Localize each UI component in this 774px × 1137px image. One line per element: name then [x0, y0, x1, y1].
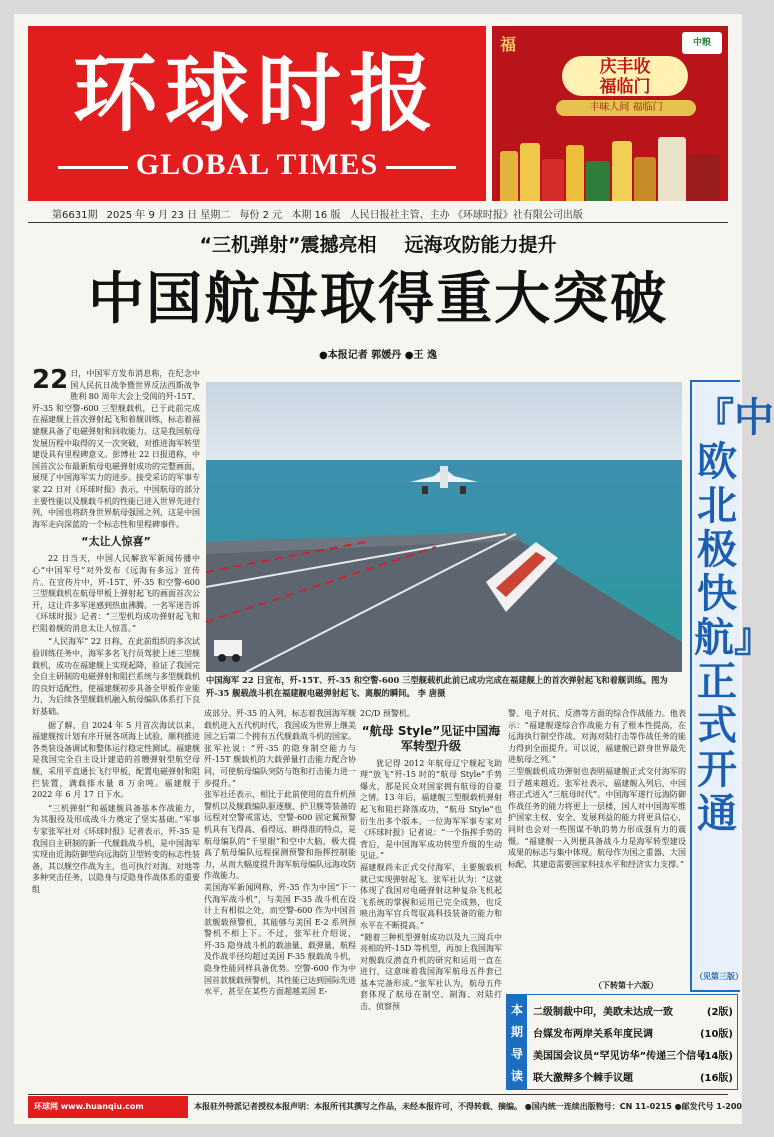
side-banner[interactable] — [690, 380, 774, 992]
masthead-rule-left — [58, 166, 128, 169]
lead-paragraph — [32, 365, 200, 530]
divider — [28, 222, 728, 223]
masthead-title-en-row — [28, 148, 486, 182]
article-column-1 — [32, 365, 200, 1084]
masthead-title-cn: 环球时报 — [72, 44, 441, 143]
ad-product-box — [634, 157, 656, 201]
paragraph: 2C/D 预警机。 — [360, 709, 415, 718]
index-item-title: 台媒发布两岸关系年度民调 — [533, 1029, 653, 1040]
index-tag: 本期导读 — [507, 995, 527, 1089]
ad-subline: 丰味人间 福临门 — [556, 100, 696, 116]
subhead-2: “航母 Style”见证中国海军转型升级 — [361, 723, 501, 753]
masthead-rule-right — [386, 166, 456, 169]
issue-publisher: 人民日报社主管、主办 《环球时报》社有限公司出版 — [349, 210, 583, 221]
ad-product-bag — [586, 161, 610, 201]
article-column-3 — [360, 708, 502, 1094]
ad-slogan-line1: 庆丰收 — [599, 57, 651, 77]
kicker-right: 远海攻防能力提升 — [404, 234, 557, 256]
ad-product-box — [542, 159, 564, 201]
ad-product-bottle — [520, 143, 540, 201]
main-headline[interactable]: 中国航母取得重大突破 — [88, 267, 668, 332]
paragraph: “人民海军” 22 日称，在此前组织的多次试验训练任务中，海军多名飞行员驾驶上述三型舰载机，成功在福建舰上实现起降，验证了我国完全自主研制的电磁弹射和阻拦系统与多型舰载机的良好适配性，使福建舰初步具备全甲板作业能力，为后续各型舰载机融入航母编队体系打下良好基础。 — [32, 637, 200, 717]
paragraph: 犹记得 2012 年航母辽宁舰起飞助理“放飞”歼-15 时的“航母 Style”手势爆火，那是民众对国家拥有航母的自豪之情。13 年后，福建舰三型舰载机弹射起飞和阻拦降落成功，“航母 Style”也衍生出多个版本。一位海军军事专家对《环球时报》记者说：“一个指挥手势的背后，是中国海军成功转型升级的生动见证。” 福建舰尚未正式交付海军，主要舰载机就已实现弹射起飞。张军社认为：“这就体现了我国对电磁弹射这种复杂飞机起飞系统的掌握和运用已完全成熟，也反映出海军官兵驾驭高科技装备的能力和水平在不断提高。” “随着三种机型弹射成功以及九三阅兵中亮相的歼-15D 等机型，再加上我国海军对舰载反潜直升机的研究和运用一直在进行，这意味着我国海军航母五件套已基本完备形成。”张军社认为，航母五件套体现了航母在制空、制海、对陆打击、侦察预 — [360, 758, 502, 1012]
paragraph: 22 日当天，中国人民解放军新闻传播中心“中国军号”对外发布《远海有多远》宣传片。在宣传片中，歼-15T、歼-35 和空警-600 三型舰载机在航母甲板上弹射起飞的画面首次公开，这让许多军迷感到热血沸腾。一名军迷告诉《环球时报》记者：“三型机均成功弹射起飞和拦阻着舰的消息太让人惊喜。” — [32, 554, 200, 633]
article-column-2 — [204, 708, 356, 1094]
issue-info-line — [52, 206, 742, 221]
ad-product-bag — [658, 137, 686, 201]
article-column-4 — [508, 708, 686, 982]
ad-product-bottle — [612, 141, 632, 201]
lead-text: 日，中国军方发布消息称，在纪念中国人民抗日战争暨世界反法西斯战争胜利 80 周年大会上受阅的歼-15T、歼-35 和空警-600 三型舰载机，已于此前完成在福建舰上首次弹射起飞和着舰训练，标志着福建舰具备了电磁弹射和回收能力。这是我国航母发展历程中取得的又一次突破，对推进海军转型建设具有里程碑意义。彭博社 22 日报道称，中国首次公布最新航母电磁弹射成功的完整画面，展现了中国海军实力的进步。接受采访的军事专家 22 日对《环球时报》表示，中国航母的部分主要性能以及舰载斗机的性能已进入世界先进行列，中国也将跻身世界航母强国之列，这是中国海军走向深蓝的一个标志性和里程碑事件。 — [32, 369, 200, 529]
ad-product-bottle — [500, 151, 518, 201]
issue-price: 每份 2 元 — [239, 210, 283, 221]
newspaper-page — [14, 14, 774, 1124]
index-item-title: 二级制裁中印，美欧未达成一致 — [533, 1007, 673, 1018]
issue-number: 第6631期 — [52, 210, 98, 221]
divider — [28, 1094, 728, 1095]
paragraph: 据了解，自 2024 年 5 月首次海试以来，福建舰按计划有序开展各项海上试验，顺利推进各类装设备调试和整体运行稳定性测试。福建舰是我国完全自主设计建造的首艘弹射型航空母舰，采用平直通长飞行甲板，配置电磁弹射和阻拦装置，满载排水量 8 万余吨。福建舰于 2022 年 6 月 17 日下水。 — [32, 720, 200, 800]
drop-cap: 22 — [32, 365, 69, 395]
ad-brand: 中粮 — [682, 32, 722, 54]
paragraph: 成部分。歼-35 的入列，标志着我国海军舰载机进入五代机时代，我国成为世界上继美国之后第二个拥有五代舰载战斗机的国家。张军社说：“歼-35 的隐身制空能力与歼-15T 舰载机的大载弹量打击能力配合协同，可使航母编队突防与饱和打击能力进一步提升。” 张军社还表示，相比于此前使用的直升机预警机以及舰载编队驱逐舰、护卫舰等装备的远程对空警戒雷达，空警-600 固定翼预警机具有飞得高、看得远、耕得准的特点，是航母编队的“千里眼”和空中大脑，极大提高了航母编队远程探测预警和指挥控制能力，从而大幅度提升海军航母编队远海攻防作战能力。 美国海军新闻网称，歼-35 作为中国“下一代海军战斗机”，与美国 F-35 战斗机在设计上有相似之处，而空警-600 作为中国首款舰载预警机，其能够与美国 E-2 系列预警机不相上下。不过，张军社介绍说，歼-35 隐身战斗机的载油量、载弹量、航程及作战半径均超过美国 F-35 舰载战斗机，隐身性能同样具备优势。空警-600 作为中国首款舰载预警机，其性能已达到国际先进水平，甚至在某些方面超越美国 E- — [204, 709, 356, 997]
subhead-1: “太让人惊喜” — [81, 535, 151, 549]
index-item-title: 美国国会议员“罕见访华”传递三个信号 — [533, 1051, 707, 1062]
ad-slogan-line2: 福临门 — [599, 77, 651, 97]
carrier-photo[interactable] — [206, 382, 682, 672]
ad-product-bottle — [566, 145, 584, 201]
kicker-left: “三机弹射”震撼亮相 — [199, 234, 377, 256]
index-item-title: 联大激辩多个棘手议题 — [533, 1073, 633, 1084]
index-item-page: (2版) — [706, 1007, 733, 1018]
masthead — [28, 26, 486, 201]
ad-logo: 福 — [500, 35, 517, 54]
continue-note[interactable]: （下转第十六版） — [594, 981, 658, 990]
paragraph: “三机弹射”和福建舰具备基本作战能力，为其服役及形成战斗力奠定了坚实基础。”军事专家张军社对《环球时报》记者表示，歼-35 是我国自主研制的新一代舰载战斗机，是中国海军实现由近海防御型向远海防卫型转变的标志性装备，其以舰空作战为主，也可执行对海、对地等多种突击任务，以隐身与反隐身作战体系的重要组 — [32, 803, 200, 894]
index-box — [506, 994, 738, 1090]
carrier-photo-image — [206, 382, 682, 672]
footer — [28, 1096, 742, 1118]
issue-pages: 本期 16 版 — [291, 210, 341, 221]
paragraph: 警、电子对抗、反潜等方面的综合作战能力。他表示：“福建舰遂综合作战能力有了根本性提高，在远海执行制空作战、对海对陆打击等作战任务的能力得到全面提升。可以说，福建舰已跻身世界最先进航母之列。” 三型舰载机成功弹射也表明福建舰正式交付海军的日子越来越近。张军社表示，福建舰入列后，中国将正式进入“三航母时代”。中国海军遂行远海防御作战任务的能力将更上一层楼，国人对中国海军维护国家主权、安全、发展利益的能力将更具信心，同时也会对一些图谋不轨的势力形成强有力的震慑。“福建舰一入列便具备战斗力是海军转型建设成果的标志与集中体现。航母作为国之重器、大国标配，其建造需要国家科技水平和经济实力支撑。” — [508, 709, 686, 869]
index-item-page: (10版) — [699, 1029, 733, 1040]
index-item[interactable] — [533, 1069, 733, 1084]
photo-caption: 中国海军 22 日宣布，歼-15T、歼-35 和空警-600 三型舰载机此前已成功完成在福建舰上的首次弹射起飞和着舰训练。图为歼-35 舰载战斗机在福建舰电磁弹射起飞、离舰的瞬间。 李 唐摄 — [206, 675, 668, 698]
index-item[interactable] — [533, 1047, 733, 1062]
footer-site-link[interactable]: 环球网 www.huanqiu.com — [28, 1096, 188, 1118]
index-item[interactable] — [533, 1003, 733, 1018]
byline: ●本报记者 郭媛丹 ●王 逸 — [319, 350, 437, 361]
masthead-title-en: GLOBAL TIMES — [135, 148, 379, 181]
ad-product-box — [688, 155, 720, 201]
ad-slogan — [562, 56, 688, 96]
footer-note: 本报驻外特派记者授权本报声明：本报所刊其撰写之作品，未经本报许可，不得转载、摘编。 ●国内统一连续出版物号：CN 11-0215 ●邮发代号 1-200 — [194, 1102, 742, 1111]
index-item-page: (14版) — [699, 1051, 733, 1062]
issue-date: 2025 年 9 月 23 日 星期二 — [106, 210, 231, 221]
banner-headline: 『中欧北极快航』正式开通 — [694, 395, 774, 837]
index-item[interactable] — [533, 1025, 733, 1040]
advertisement[interactable] — [492, 26, 728, 201]
kicker — [14, 230, 742, 257]
index-item-page: (16版) — [699, 1073, 733, 1084]
banner-page-note: （见第三版） — [695, 972, 743, 981]
